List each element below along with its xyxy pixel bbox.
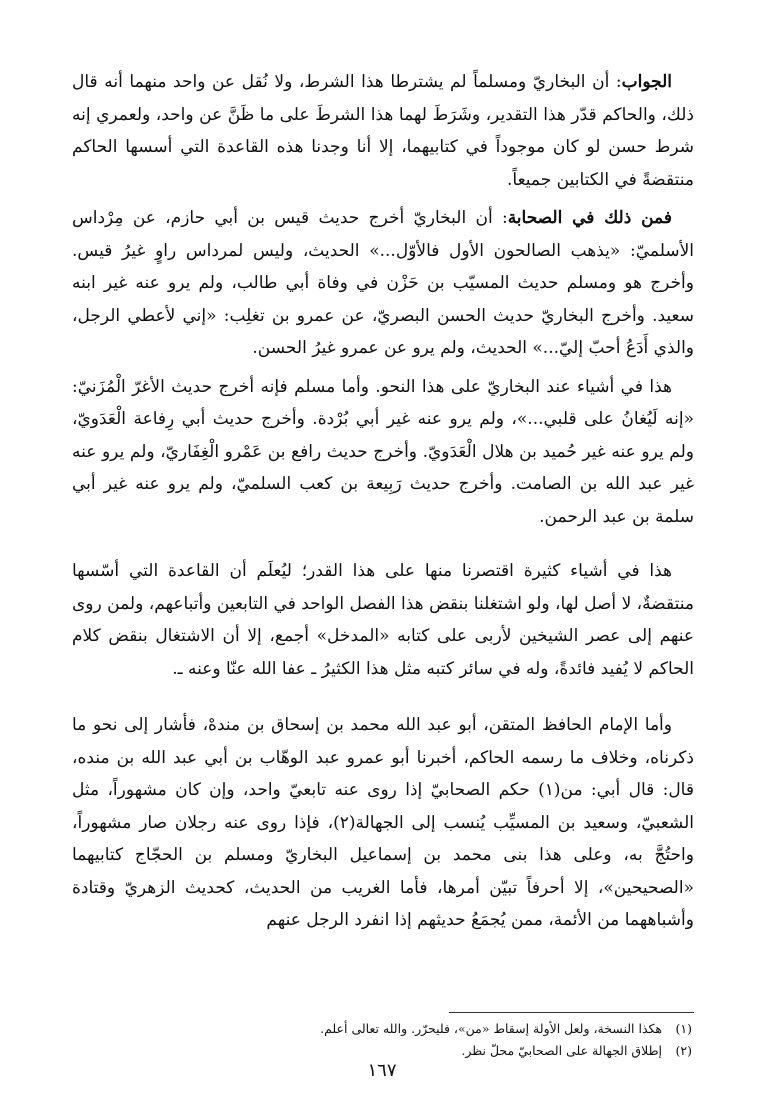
footnote-2-number: (٢) [675, 1043, 692, 1058]
companions-lead: فمن ذلك في الصحابة [507, 208, 672, 228]
footnote-1-text: هكذا النسخة، ولعل الأولة إسقاط «من»، فليحرّر. والله تعالى أعلم. [320, 1021, 663, 1036]
footnote-divider [449, 1012, 694, 1013]
answer-paragraph [72, 66, 694, 196]
muslim-paragraph [72, 371, 694, 534]
footnote-2 [72, 1040, 692, 1062]
footnotes [72, 1018, 692, 1062]
summary-text: هذا في أشياء كثيرة اقتصرنا منها على هذا القدر؛ ليُعلَم أن القاعدة التي أسّسها منتقضةٌ، لا أصل لها، ولو اشتغلنا بنقض هذا الفصل الواحد في التابعين وأتباعهم، ولمن روى عنهم إلى عصر الشيخين لأربى على كتابه «المدخل» أجمع، إلا أن الاشتغال بنقض كلام الحاكم لا يُفيد فائدةً، وله في سائر كتبه مثل هذا الكثيرُ ـ عفا الله عنّا وعنه ـ. [72, 561, 694, 679]
ibn-mandah-paragraph [72, 709, 694, 937]
muslim-text: هذا في أشياء عند البخاريّ على هذا النحو. وأما مسلم فإنه أخرج حديث الأغرّ الْمُزَنيّ: «إنه لَيُغانُ على قلبي...»، ولم يرو عنه غير أبي بُرْدة. وأخرج حديث أبي رِفاعة الْعَدَويّ، ولم يرو عنه غير حُميد بن هلال الْعَدَويّ. وأخرج حديث رافع بن عَمْرو الْغِفَاريّ، ولم يرو عنه غير عبد الله بن الصامت. وأخرج حديث رَبِيعة بن كعب السلميّ، ولم يرو عنه غير أبي سلمة بن عبد الرحمن. [72, 376, 694, 527]
footnote-2-text: إطلاق الجهالة على الصحابيّ محلّ نظر. [461, 1043, 663, 1058]
summary-paragraph [72, 555, 694, 685]
companions-paragraph [72, 202, 694, 365]
footnote-1 [72, 1018, 692, 1040]
answer-text: : أن البخاريّ ومسلماً لم يشترطا هذا الشرط، ولا نُقل عن واحد منهما أنه قال ذلك، والحاكم قدّر هذا التقدير، وشَرَطَ لهما هذا الشرطَ على ما ظَنَّ عن واحد، ولعمري إنه شرط حسن لو كان موجوداً في كتابيهما، إلا أنا وجدنا هذه القاعدة التي أسسها الحاكم منتقضةً في الكتابين جميعاً. [72, 72, 694, 190]
companions-text: : أن البخاريّ أخرج حديث قيس بن أبي حازم، عن مِرْداس الأسلميّ: «يذهب الصالحون الأول فالأوّل...» الحديث، وليس لمرداس راوٍ غيرُ قيس. وأخرج هو ومسلم حديث المسيّب بن حَزْن في وفاة أبي طالب، ولم يرو عنه غير ابنه سعيد. وأخرج البخاريّ حديث الحسن البصريّ، عن عمرو بن تغلِب: «إني لأعطي الرجل، والذي أَدَعُ أحبّ إليّ...» الحديث، ولم يرو عن عمرو غيرُ الحسن. [72, 208, 694, 358]
footnote-1-number: (١) [675, 1021, 692, 1036]
answer-lead: الجواب [621, 72, 672, 92]
ibn-mandah-text: وأما الإمام الحافظ المتقن، أبو عبد الله محمد بن إسحاق بن مندهْ، فأشار إلى نحو ما ذكرناه، وخلاف ما رسمه الحاكم، أخبرنا أبو عمرو عبد الوهّاب بن أبي عبد الله بن منده، قال: قال أبي: من(١) حكم الصحابيّ إذا روى عنه تابعيّ واحد، وإن كان مشهوراً، مثل الشعبيّ، وسعيد بن المسيِّب يُنسب إلى الجهالة(٢)، فإذا روى عنه رجلان صار مشهوراً، واحتُجَّ به، وعلى هذا بنى محمد بن إسماعيل البخاريّ ومسلم بن الحجّاج كتابيهما «الصحيحين»، إلا أحرفاً تبيّن أمرها، فأما الغريب من الحديث، كحديث الزهريّ وقتادة وأشباههما من الأئمة، ممن يُجمَعُ حديثهم إذا انفرد الرجل عنهم [72, 715, 694, 930]
page-number: ١٦٧ [367, 1060, 397, 1081]
